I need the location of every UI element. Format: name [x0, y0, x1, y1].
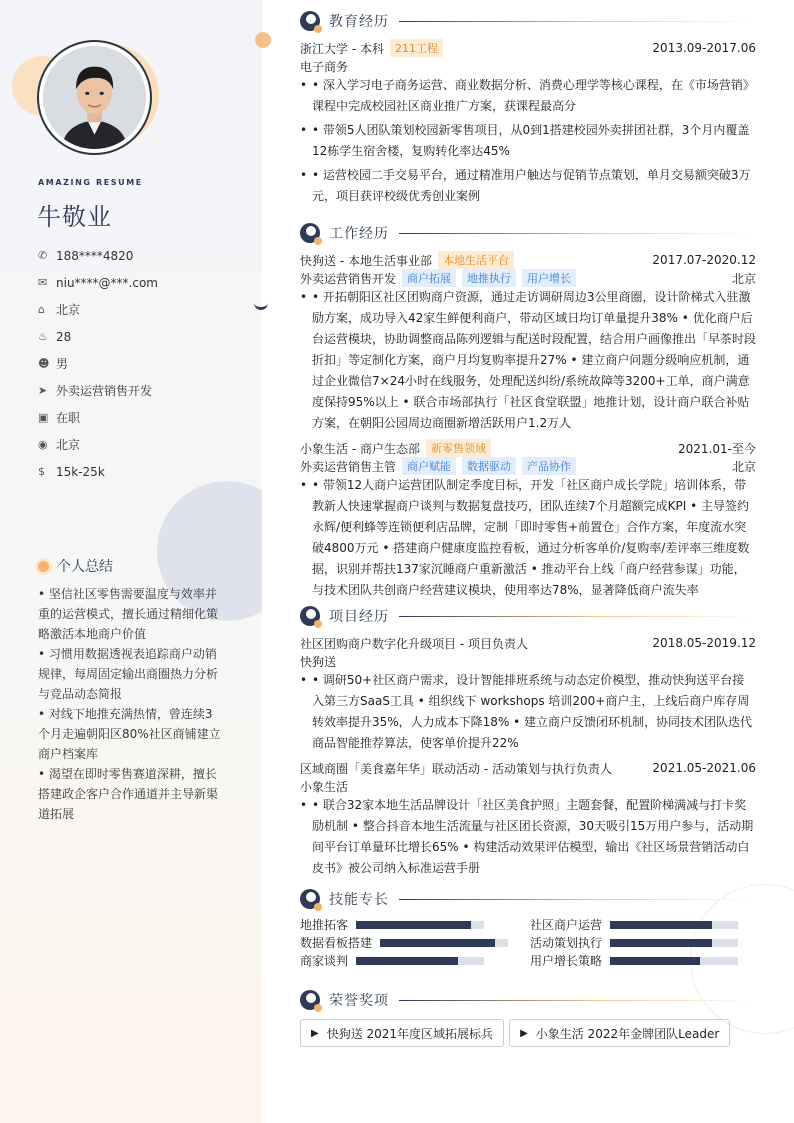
education-date: 2013.09-2017.06	[652, 41, 756, 55]
summary-item: • 对线下地推充满热情，曾连续3个月走遍朝阳区80%社区商铺建立商户档案库	[38, 707, 221, 761]
job-city: 北京	[731, 459, 756, 474]
job-header	[300, 439, 756, 457]
play-triangle-icon: ▶	[520, 1027, 528, 1039]
projects-title: 项目经历	[329, 609, 389, 625]
education-bullet: • • 运营校园二手交易平台，通过精准用户触达与促销节点策划，单月交易额突破3万元，项目获评校级优秀创业案例	[300, 168, 751, 203]
skill-level-fill	[610, 957, 700, 965]
skill-name: 商家谈判	[300, 954, 349, 968]
awards-section	[300, 989, 756, 1047]
skills-heading	[300, 888, 756, 910]
summary-list	[38, 584, 224, 824]
skill-level-fill	[356, 957, 458, 965]
skill-level-fill	[380, 939, 495, 947]
info-email	[38, 269, 158, 296]
info-phone-value: 188****4820	[56, 248, 134, 263]
education-heading	[300, 10, 756, 32]
summary-item: • 渴望在即时零售赛道深耕，擅长搭建政企客户合作通道并主导新渠道拓展	[38, 767, 219, 821]
work-section	[300, 222, 756, 601]
sidebar	[0, 0, 262, 1123]
skill-item	[300, 916, 530, 933]
project-bullet: • • 调研50+社区商户需求，设计智能排班系统与动态定价模型，推动快狗送平台接入第三方SaaS工具 • 组织线下 workshops 培训200+商户主，上线后商户库存周转效率提升35%，人力成本下降18% • 建立商户反馈闭环机制，协同技术团队迭代商品智能推荐算法，使客单价提升22%	[300, 673, 753, 750]
decor-dot	[255, 32, 271, 48]
user-icon: ☻	[38, 357, 50, 370]
skill-item	[530, 934, 756, 951]
info-gender	[38, 350, 158, 377]
info-city-value: 北京	[56, 438, 81, 452]
info-hometown-value: 北京	[56, 303, 81, 317]
job-tag: 新零售领域	[426, 439, 491, 457]
info-target-job	[38, 377, 158, 404]
awards-heading	[300, 989, 756, 1011]
job-company: 快狗送 - 本地生活事业部	[300, 253, 432, 268]
info-city	[38, 431, 158, 458]
skill-bar	[380, 939, 508, 947]
project-name: 区域商圈「美食嘉年华」联动活动 - 活动策划与执行负责人	[300, 761, 612, 776]
section-icon	[300, 889, 320, 909]
section-icon	[300, 606, 320, 626]
section-icon	[300, 223, 320, 243]
job-role-row	[300, 269, 756, 287]
awards-title: 荣誉奖项	[329, 993, 389, 1009]
awards-list	[300, 1019, 756, 1047]
info-age-value: 28	[56, 329, 72, 344]
send-icon: ➤	[38, 384, 48, 397]
project-date: 2021.05-2021.06	[652, 761, 756, 775]
skill-name: 社区商户运营	[530, 918, 603, 932]
section-divider	[399, 616, 756, 617]
section-icon	[300, 11, 320, 31]
info-gender-value: 男	[56, 357, 69, 371]
skill-item	[530, 952, 756, 969]
job-bullet: • • 带领12人商户运营团队制定季度目标，开发「社区商户成长学院」培训体系，带教新人快速掌握商户谈判与数据复盘技巧，团队连续7个月超额完成KPI • 主导签约永辉/便利蜂等连锁便利店品牌，定制「即时零售+前置仓」合作方案，年度流水突破4800万元 • 搭建商户健康度监控看板，通过分析客单价/复购率/差评率三维度数据，识别并帮扶137家沉睡商户重新激活 • 推动平台上线「商户经营参谋」功能，与技术团队共创商户经营建议模块，使用率达78%，显著降低商户流失率	[300, 478, 750, 597]
section-icon	[300, 990, 320, 1010]
job-date: 2017.07-2020.12	[652, 253, 756, 267]
avatar-portrait-icon	[43, 46, 146, 149]
skill-level-fill	[610, 921, 712, 929]
section-divider	[399, 233, 756, 234]
job-header	[300, 251, 756, 269]
location-icon: ◉	[38, 438, 48, 451]
work-heading	[300, 222, 756, 244]
skill-level-fill	[610, 939, 712, 947]
skill-item	[300, 952, 530, 969]
education-row	[300, 39, 756, 57]
job-skill-tag: 产品协作	[522, 457, 576, 475]
phone-icon: ✆	[38, 249, 48, 262]
candidate-name: 牛敬业	[37, 203, 112, 231]
project-name: 社区团购商户数字化升级项目 - 项目负责人	[300, 636, 528, 651]
summary-item: • 坚信社区零售需要温度与效率并重的运营模式，擅长通过精细化策略激活本地商户价值	[38, 587, 219, 641]
info-hometown	[38, 296, 158, 323]
project-bullet: • • 联合32家本地生活品牌设计「社区美食护照」主题套餐，配置阶梯满减与打卡奖励机制 • 整合抖音本地生活流量与社区团长资源，30天吸引15万用户参与，活动期间平台订单量环比增长65% • 构建活动效果评估模型，输出《社区场景营销活动白皮书》被公司纳入标准运营手册	[300, 798, 754, 875]
skills-grid	[300, 916, 756, 969]
project-org-row	[300, 777, 756, 795]
job-tag: 本地生活平台	[438, 251, 514, 269]
section-divider	[399, 899, 756, 900]
info-email-value: niu****@***.com	[56, 275, 158, 290]
job-role: 外卖运营销售主管	[300, 459, 397, 474]
job-role: 外卖运营销售开发	[300, 271, 397, 286]
mail-icon: ✉	[38, 276, 48, 289]
info-age	[38, 323, 158, 350]
education-section	[300, 10, 756, 207]
info-target-job-value: 外卖运营销售开发	[56, 384, 153, 398]
work-title: 工作经历	[329, 226, 389, 242]
skill-item	[530, 916, 756, 933]
home-icon: ⌂	[38, 303, 45, 316]
summary-heading	[38, 556, 113, 576]
summary-title: 个人总结	[57, 559, 113, 575]
skill-bar	[610, 939, 738, 947]
award-label: 快狗送 2021年度区域拓展标兵	[326, 1026, 494, 1041]
education-bullet: • • 深入学习电子商务运营、商业数据分析、消费心理学等核心课程，在《市场营销》课程中完成校园社区商业推广方案，获课程最高分	[300, 78, 755, 113]
avatar	[43, 46, 146, 149]
resume-tagline: AMAZING RESUME	[38, 178, 143, 187]
project-org: 快狗送	[300, 654, 337, 669]
projects-section	[300, 605, 756, 879]
skill-level-fill	[356, 921, 471, 929]
skill-item	[300, 934, 530, 951]
avatar-frame	[37, 40, 152, 155]
job-skill-tag: 用户增长	[522, 269, 576, 287]
school-name: 浙江大学 - 本科	[300, 41, 384, 56]
project-header	[300, 759, 756, 777]
school-tag: 211工程	[390, 39, 443, 57]
education-major: 电子商务	[300, 59, 349, 74]
skill-name: 数据看板搭建	[300, 936, 373, 950]
decor-arc	[254, 296, 268, 310]
job-city: 北京	[731, 271, 756, 286]
skill-name: 活动策划执行	[530, 936, 603, 950]
award-item	[300, 1019, 504, 1047]
contact-info-list	[38, 242, 158, 485]
job-skill-tag: 商户赋能	[402, 457, 456, 475]
job-date: 2021.01-至今	[678, 441, 756, 456]
skill-bar	[610, 921, 738, 929]
job-skill-tag: 商户拓展	[402, 269, 456, 287]
job-role-row	[300, 457, 756, 475]
section-divider	[399, 1000, 756, 1001]
briefcase-icon: ▣	[38, 411, 49, 424]
award-label: 小象生活 2022年金牌团队Leader	[535, 1026, 720, 1041]
skill-bar	[610, 957, 738, 965]
info-salary-value: 15k-25k	[56, 464, 105, 479]
info-salary	[38, 458, 158, 485]
projects-heading	[300, 605, 756, 627]
education-title: 教育经历	[329, 14, 389, 30]
play-triangle-icon: ▶	[311, 1027, 319, 1039]
money-icon: $	[38, 465, 45, 478]
project-org-row	[300, 652, 756, 670]
job-bullet: • • 开拓朝阳区社区团购商户资源，通过走访调研周边3公里商圈，设计阶梯式入驻激励方案，成功导入42家生鲜便利商户，带动区域日均订单量提升38% • 优化商户后台运营模块，协助调整商品陈列逻辑与配送时段配置，结合用户画像推出「早茶时段折扣」等定制化方案，商户月均复购率提升27% • 建立商户问题分级响应机制，通过企业微信7×24小时在线服务，处理配送纠纷/系统故障等3200+工单，商户满意度保持95%以上 • 联合市场部执行「社区食堂联盟」地推计划，设计商户联合补贴方案，在朝阳公园周边商圈新增活跃用户1.2万人	[300, 290, 757, 430]
info-phone	[38, 242, 158, 269]
project-org: 小象生活	[300, 779, 349, 794]
job-company: 小象生活 - 商户生态部	[300, 441, 420, 456]
job-skill-tag: 地推执行	[462, 269, 516, 287]
skills-section	[300, 888, 756, 969]
project-date: 2018.05-2019.12	[652, 636, 756, 650]
info-status	[38, 404, 158, 431]
skill-name: 地推拓客	[300, 918, 349, 932]
education-major-row	[300, 57, 756, 75]
skill-name: 用户增长策略	[530, 954, 603, 968]
skills-title: 技能专长	[329, 892, 389, 908]
section-divider	[399, 21, 756, 22]
award-item	[509, 1019, 730, 1047]
cake-icon: ♨	[38, 330, 48, 343]
skill-bar	[356, 921, 484, 929]
info-status-value: 在职	[56, 411, 81, 425]
education-bullet: • • 带领5人团队策划校园新零售项目，从0到1搭建校园外卖拼团社群，3个月内覆盖12栋学生宿舍楼，复购转化率达45%	[300, 123, 750, 158]
summary-item: • 习惯用数据透视表追踪商户动销规律，每周固定输出商圈热力分析与竞品动态简报	[38, 647, 219, 701]
skill-bar	[356, 957, 484, 965]
project-header	[300, 634, 756, 652]
summary-dot-icon	[38, 561, 49, 572]
job-skill-tag: 数据驱动	[462, 457, 516, 475]
